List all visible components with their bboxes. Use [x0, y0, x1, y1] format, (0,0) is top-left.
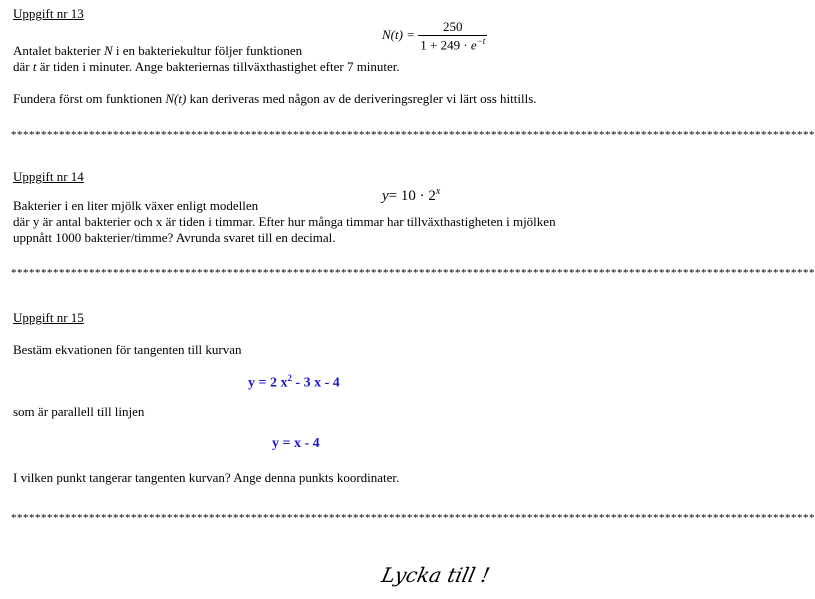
- formula-fraction: [418, 19, 487, 53]
- task14-line3: uppnått 1000 bakterier/timme? Avrunda svaret till en decimal.: [13, 230, 336, 245]
- task15-heading: Uppgift nr 15: [13, 310, 84, 325]
- task13-line1-post: i en bakteriekultur följer funktionen: [112, 43, 303, 58]
- task14-formula-eq: = 10 · 2: [388, 188, 436, 204]
- task15-curve-equation: [248, 373, 340, 392]
- task14-line1: Bakterier i en liter mjölk växer enligt modellen: [13, 198, 259, 213]
- curve-eq-post: - 3 x - 4: [291, 375, 340, 391]
- formula-lhs-fn: N: [382, 27, 391, 43]
- formula-denominator: [418, 36, 487, 53]
- task14-heading: Uppgift nr 14: [13, 169, 84, 184]
- task13-line1-var: N: [103, 43, 113, 58]
- task13-line1: [13, 43, 302, 59]
- task13-line2-post: är tiden i minuter. Ange bakteriernas tillväxthastighet efter 7 minuter.: [36, 59, 400, 74]
- task15-line2: som är parallell till linjen: [13, 404, 145, 419]
- task13-line2: [13, 59, 400, 75]
- formula-den-exp: −t: [476, 36, 486, 46]
- formula-den-const: 1 + 249 ·: [420, 37, 468, 53]
- formula-numerator: 250: [418, 19, 487, 36]
- task13-line2-pre: där: [13, 59, 33, 74]
- separator-1: **************************************************************************************************************************************: [11, 129, 815, 141]
- separator-2: **************************************************************************************************************************************: [11, 267, 815, 279]
- task15-line3: I vilken punkt tangerar tangenten kurvan? Ange denna punkts koordinater.: [13, 470, 400, 485]
- task14-formula-lhs: y: [382, 188, 389, 204]
- task15-line1: Bestäm ekvationen för tangenten till kurvan: [13, 342, 242, 357]
- task14-line2: där y är antal bakterier och x är tiden i timmar. Efter hur många timmar har tillväxthastigheten i mjölken: [13, 214, 556, 229]
- formula-den-base: e: [470, 37, 477, 53]
- task13-line3-var: N(t): [165, 91, 187, 106]
- task15-line-equation: y = x - 4: [272, 436, 320, 451]
- separator-3: **************************************************************************************************************************************: [11, 512, 815, 524]
- task13-line2-var: t: [32, 59, 37, 74]
- task14-formula: [382, 186, 440, 205]
- task13-line1-pre: Antalet bakterier: [13, 43, 104, 58]
- task13-line3: [13, 91, 537, 107]
- task14-formula-exp: x: [435, 186, 441, 197]
- task13-line3-post: kan deriveras med någon av de deriveringsregler vi lärt oss hittills.: [186, 91, 537, 106]
- curve-eq-exp: 2: [287, 373, 292, 383]
- curve-eq-pre: y = 2 x: [248, 375, 288, 391]
- task13-formula: N(t) = $\frac{250}{1 + 249 \cdot e^{-t}}$: [382, 19, 486, 53]
- formula-lhs-var: t: [395, 27, 399, 43]
- task13-heading: Uppgift nr 13: [13, 6, 84, 21]
- task13-line3-pre: Fundera först om funktionen: [13, 91, 166, 106]
- closing-signature: Lycka till !: [379, 563, 493, 587]
